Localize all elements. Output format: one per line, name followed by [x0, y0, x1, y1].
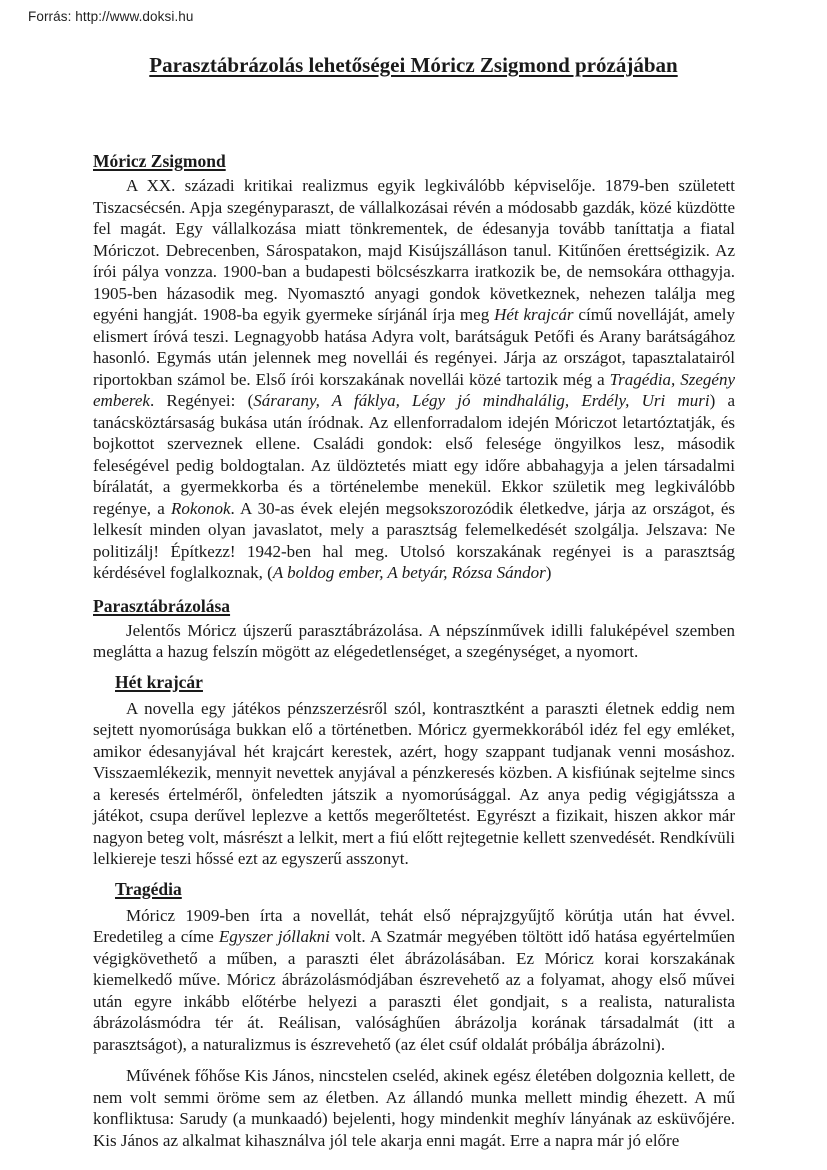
section-heading-text: Móricz Zsigmond	[93, 151, 226, 171]
subsection-heading-text: Tragédia	[115, 878, 182, 899]
section-heading-moricz-zsigmond	[93, 150, 735, 172]
paragraph-tragedia-2: Művének főhőse Kis János, nincstelen cseléd, akinek egész életében dolgoznia kellett, de nem volt semmi öröme sem az életben. Az állandó munka mellett mindig éhezett. A mű konfliktusa: Sarudy (a munkaadó) bejelenti, hogy mindenkit meghív lányának az esküvőjére. Kis János az alkalmat kihasználva jól tele akarja enni magát. Erre a napra már jó előre	[93, 1066, 735, 1150]
document-title-text: Parasztábrázolás lehetőségei Móricz Zsigmond prózájában	[149, 53, 678, 77]
paragraph-parasztabrazolasa: Jelentős Móricz újszerű parasztábrázolása. A népszínművek idilli faluképével szemben meglátta a hazug felszín mögött az elégedetlenséget, a szegénységet, a nyomort.	[93, 620, 735, 661]
paragraph-tragedia-1: Móricz 1909-ben írta a novellát, tehát első néprajzgyűjtő körútja után hat évvel. Eredetileg a címe Egyszer jóllakni volt. A Szatmár megyében töltött idő hatása egyértelműen végigkövethető a műben, a paraszti élet ábrázolásában. Ez Móricz korai korszakának kiemelkedő műve. Móricz ábrázolásmódjában észrevehető az a folyamat, ahogy első művei után egyre inkább előtérbe helyezi a paraszti élet gondjait, s a realista, naturalista ábrázolásmódra tér át. Reálisan, valósághűen ábrázolja korának társadalmát (itt a parasztságot), a naturalizmus is észrevehető (az élet csúf oldalát próbálja ábrázolni).	[93, 905, 736, 1054]
source-note: Forrás: http://www.doksi.hu	[28, 9, 194, 24]
paragraph-het-krajcar: A novella egy játékos pénzszerzésről szól, kontrasztként a paraszti életnek eddig nem sejtett nyomorúsága bukkan elő a történetben. Móricz gyermekkorából idéz fel egy emléket, amikor édesanyjával hét krajcárt kerestek, azért, hogy szappant tudjanak venni mosáshoz. Visszaemlékezik, mennyit nevettek anyjával a pénzkeresés közben. A kisfiúnak sejtelme sincs a keresés értelméről, önfeledten játszik a nyomorúsággal. Az anya pedig végigjátssza a játékot, csupa derűvel leplezve a kettős megerőltetést. Egyrészt a fizikait, hiszen akkor már nagyon beteg volt, másrészt a lelkit, mert a fiú előtt rejtegetnie kellett szenvedését. Rendkívüli lelkiereje teszi hőssé ezt az egyszerű asszonyt.	[93, 698, 736, 868]
subsection-heading-tragedia	[115, 878, 735, 900]
section-heading-text: Parasztábrázolása	[93, 595, 231, 616]
document-body	[0, 150, 827, 1151]
subsection-heading-text: Hét krajcár	[115, 671, 203, 692]
subsection-heading-het-krajcar	[115, 671, 735, 693]
document-title	[60, 52, 767, 78]
section-heading-parasztabrazolasa	[93, 595, 735, 617]
paragraph-moricz-biography: A XX. századi kritikai realizmus egyik legkiválóbb képviselője. 1879-ben született Tiszacsécsén. Apja szegényparaszt, de vállalkozásai révén a módosabb gazdák, közé küzdötte fel magát. Egy vállalkozása miatt tönkrementek, de édesanyja tovább taníttatja a fiatal Móriczot. Debrecenben, Sárospatakon, majd Kisújszálláson tanul. Kitűnően érettségizik. Az írói pálya vonzza. 1900-ban a budapesti bölcsészkarra iratkozik be, de nemsokára otthagyja. 1905-ben házasodik meg. Nyomasztó anyagi gondok következnek, nehezen találja meg egyéni hangját. 1908-ba egyik gyermeke sírjánál írja meg Hét krajcár című novelláját, amely elismert íróvá teszi. Legnagyobb hatása Adyra volt, barátságuk Petőfi és Arany barátságához hasonló. Egymás után jelennek meg novellái és regényei. Járja az országot, tapasztalatairól riportokban számol be. Első írói korszakának novellái közé tartozik még a Tragédia, Szegény emberek. Regényei: (Sárarany, A fáklya, Légy jó mindhalálig, Erdély, Uri muri) a tanácsköztársaság bukása után íródnak. Az ellenforradalom idején Móriczot letartóztatják, és bojkottot szerveznek ellene. Családi gondok: első felesége öngyilkos lesz, második feleségével pedig boldogtalan. Az üldöztetés miatt egy időre abbahagyja a jelen társadalmi bírálatát, a gyermekkorba és a történelembe menekül. Ekkor születik meg legkiválóbb regénye, a Rokonok. A 30-as évek elején megsokszorozódik életkedve, járja az országot, és lelkesít minden olyan javaslatot, mely a parasztság felemelkedését szolgálja. Jelszava: Ne politizálj! Építkezz! 1942-ben hal meg. Utolsó korszakának regényei is a parasztság kérdésével foglalkoznak, (A boldog ember, A betyár, Rózsa Sándor)	[93, 176, 735, 582]
